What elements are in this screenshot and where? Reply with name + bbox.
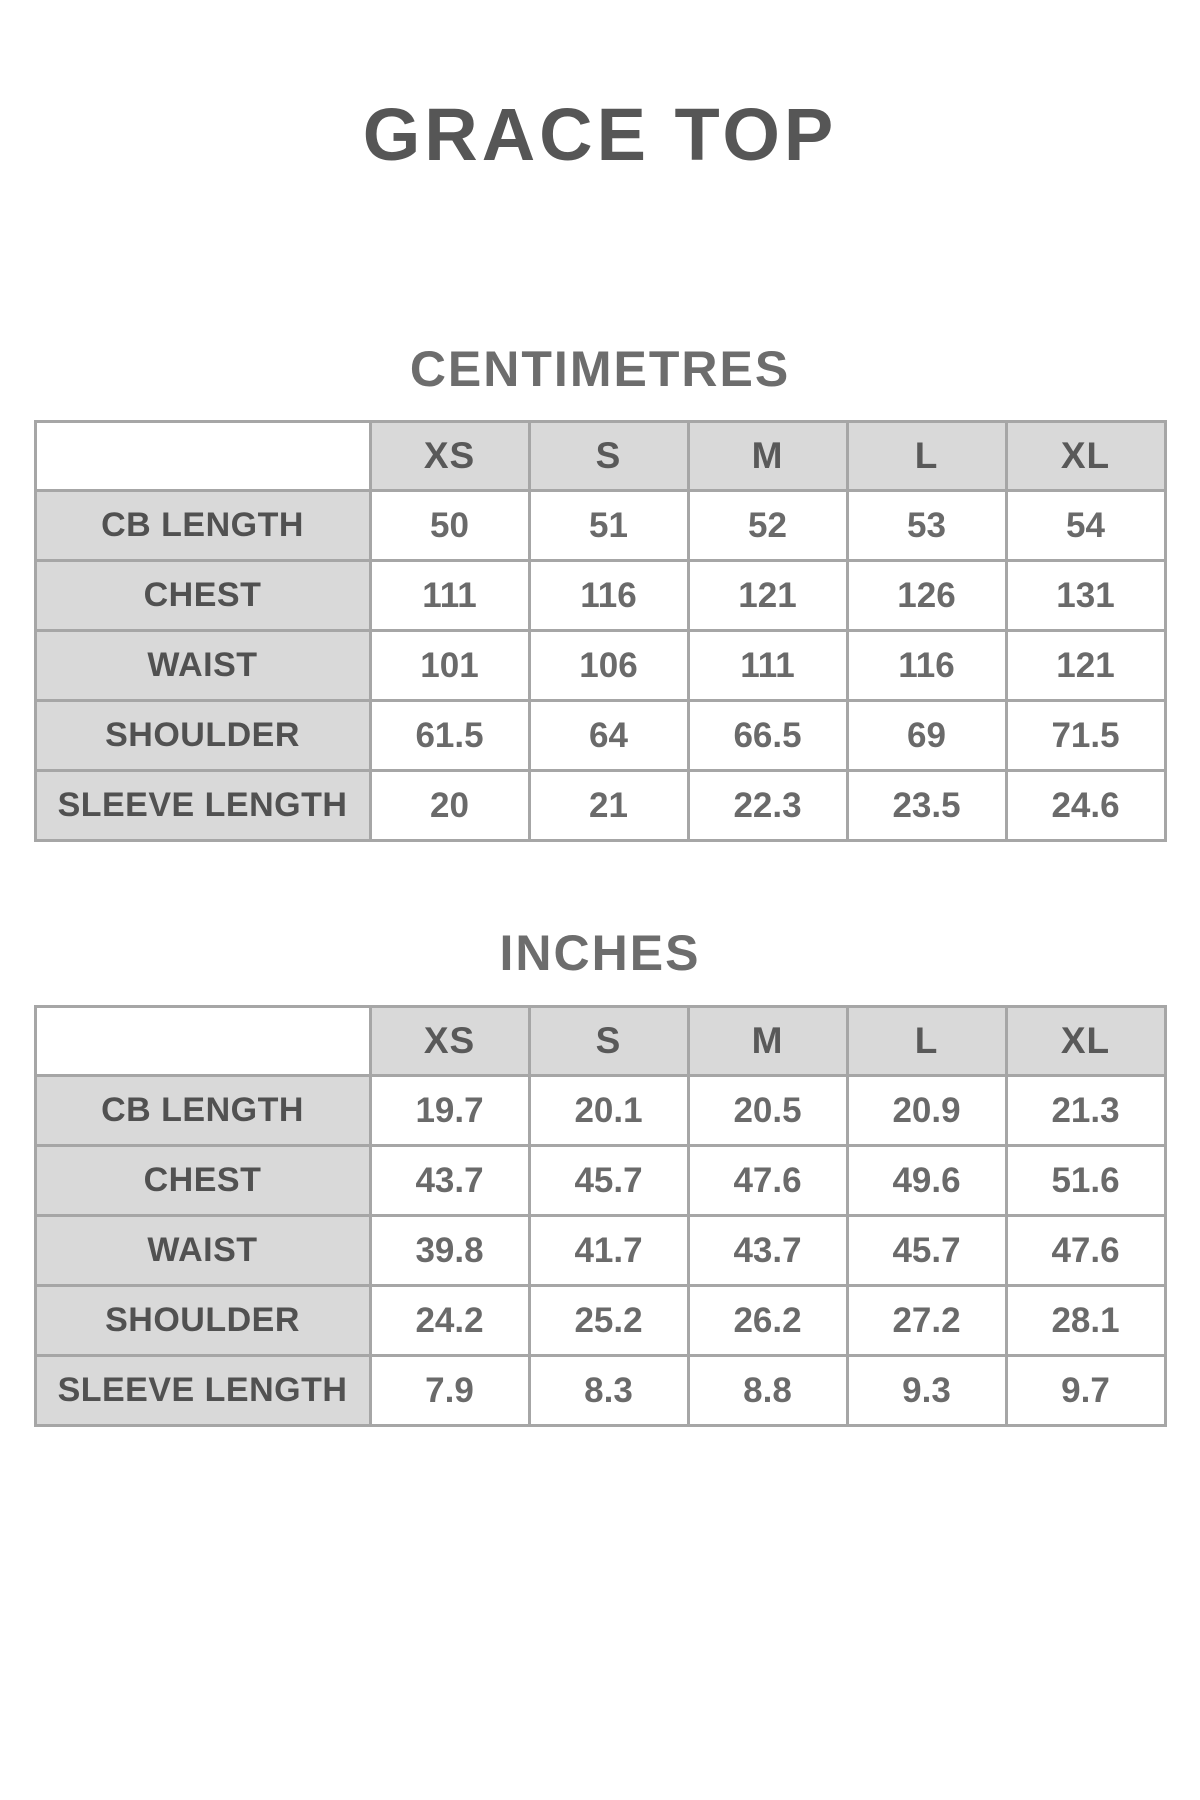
cell-value: 50 — [370, 491, 529, 561]
table-row — [35, 1216, 1165, 1286]
row-label: SHOULDER — [35, 1286, 370, 1356]
table-row — [35, 561, 1165, 631]
cell-value: 61.5 — [370, 701, 529, 771]
row-label: CB LENGTH — [35, 1076, 370, 1146]
column-header-m: M — [688, 422, 847, 491]
column-header-xs: XS — [370, 422, 529, 491]
table-row — [35, 701, 1165, 771]
cell-value: 47.6 — [1006, 1216, 1165, 1286]
table-row — [35, 1356, 1165, 1426]
cell-value: 126 — [847, 561, 1006, 631]
cell-value: 131 — [1006, 561, 1165, 631]
cell-value: 20.9 — [847, 1076, 1006, 1146]
cell-value: 47.6 — [688, 1146, 847, 1216]
cell-value: 116 — [529, 561, 688, 631]
cell-value: 27.2 — [847, 1286, 1006, 1356]
column-header-l: L — [847, 1007, 1006, 1076]
cell-value: 23.5 — [847, 771, 1006, 841]
column-header-xl: XL — [1006, 422, 1165, 491]
column-header-xl: XL — [1006, 1007, 1165, 1076]
table-header-row — [35, 422, 1165, 491]
cell-value: 111 — [688, 631, 847, 701]
row-label: CHEST — [35, 1146, 370, 1216]
cell-value: 69 — [847, 701, 1006, 771]
cell-value: 54 — [1006, 491, 1165, 561]
section-heading-centimetres: CENTIMETRES — [409, 341, 791, 397]
cell-value: 7.9 — [370, 1356, 529, 1426]
size-table-inches — [34, 1005, 1167, 1427]
column-header-l: L — [847, 422, 1006, 491]
cell-value: 101 — [370, 631, 529, 701]
cell-value: 8.8 — [688, 1356, 847, 1426]
cell-value: 53 — [847, 491, 1006, 561]
cell-value: 111 — [370, 561, 529, 631]
table-row — [35, 1076, 1165, 1146]
table-row — [35, 1146, 1165, 1216]
cell-value: 24.6 — [1006, 771, 1165, 841]
cell-value: 45.7 — [529, 1146, 688, 1216]
cell-value: 21 — [529, 771, 688, 841]
page-title: GRACE TOP — [362, 93, 838, 176]
cell-value: 19.7 — [370, 1076, 529, 1146]
cell-value: 41.7 — [529, 1216, 688, 1286]
section-heading-inches: INCHES — [499, 925, 701, 981]
row-label: SHOULDER — [35, 701, 370, 771]
row-label: WAIST — [35, 1216, 370, 1286]
cell-value: 26.2 — [688, 1286, 847, 1356]
table-row — [35, 631, 1165, 701]
cell-value: 45.7 — [847, 1216, 1006, 1286]
cell-value: 121 — [688, 561, 847, 631]
cell-value: 66.5 — [688, 701, 847, 771]
table-row — [35, 491, 1165, 561]
column-header-xs: XS — [370, 1007, 529, 1076]
cell-value: 9.3 — [847, 1356, 1006, 1426]
cell-value: 9.7 — [1006, 1356, 1165, 1426]
table-row — [35, 771, 1165, 841]
cell-value: 8.3 — [529, 1356, 688, 1426]
row-label: SLEEVE LENGTH — [35, 1356, 370, 1426]
cell-value: 49.6 — [847, 1146, 1006, 1216]
cell-value: 24.2 — [370, 1286, 529, 1356]
corner-cell — [35, 422, 370, 491]
cell-value: 64 — [529, 701, 688, 771]
column-header-s: S — [529, 1007, 688, 1076]
cell-value: 116 — [847, 631, 1006, 701]
row-label: CHEST — [35, 561, 370, 631]
cell-value: 21.3 — [1006, 1076, 1165, 1146]
cell-value: 28.1 — [1006, 1286, 1165, 1356]
row-label: CB LENGTH — [35, 491, 370, 561]
cell-value: 106 — [529, 631, 688, 701]
row-label: SLEEVE LENGTH — [35, 771, 370, 841]
cell-value: 43.7 — [688, 1216, 847, 1286]
cell-value: 51.6 — [1006, 1146, 1165, 1216]
column-header-m: M — [688, 1007, 847, 1076]
cell-value: 25.2 — [529, 1286, 688, 1356]
cell-value: 43.7 — [370, 1146, 529, 1216]
size-table-centimetres — [34, 420, 1167, 842]
cell-value: 71.5 — [1006, 701, 1165, 771]
table-row — [35, 1286, 1165, 1356]
row-label: WAIST — [35, 631, 370, 701]
cell-value: 20 — [370, 771, 529, 841]
cell-value: 52 — [688, 491, 847, 561]
column-header-s: S — [529, 422, 688, 491]
cell-value: 121 — [1006, 631, 1165, 701]
cell-value: 22.3 — [688, 771, 847, 841]
cell-value: 51 — [529, 491, 688, 561]
cell-value: 20.5 — [688, 1076, 847, 1146]
cell-value: 20.1 — [529, 1076, 688, 1146]
cell-value: 39.8 — [370, 1216, 529, 1286]
table-header-row — [35, 1007, 1165, 1076]
corner-cell — [35, 1007, 370, 1076]
